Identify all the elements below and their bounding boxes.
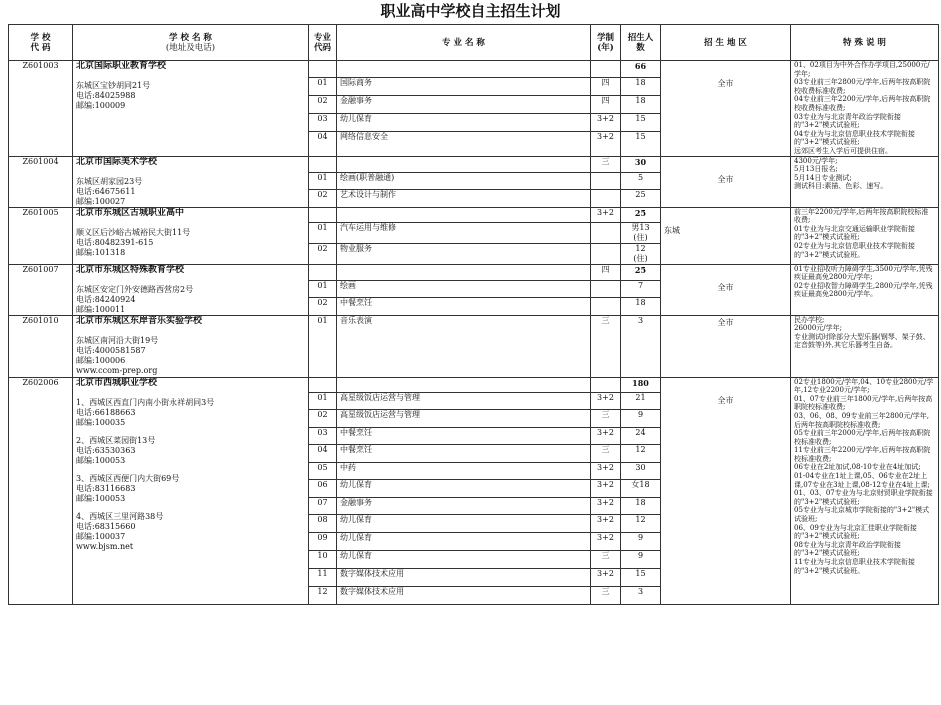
school-name: 北京国际职业教育学校 <box>76 61 167 71</box>
remarks: 民办学校; 26000元/学年; 专业测试时除部分大型乐器(钢琴、架子鼓、定音鼓等)外,其它乐器考生自备。 <box>791 315 939 377</box>
enroll-count: 18 <box>621 497 661 514</box>
enroll-count: 12 (住) <box>621 243 661 264</box>
major-name: 中药 <box>337 462 591 479</box>
major-name: 幼儿保育 <box>337 550 591 568</box>
address-line: 电话:80482391-615 <box>76 237 154 247</box>
major-name: 幼儿保育 <box>337 532 591 550</box>
major-code <box>309 207 337 222</box>
major-code: 07 <box>309 497 337 514</box>
school-name: 北京市东城区古城职业高中 <box>76 207 185 218</box>
table-row <box>9 207 939 222</box>
major-code: 05 <box>309 462 337 479</box>
duration: 三 <box>591 315 621 377</box>
enroll-count: 12 <box>621 514 661 532</box>
address-line: 电话:84240924 <box>76 294 136 304</box>
address-line: 东城区胡家园23号 <box>76 176 143 186</box>
header-name-sub: (地址及电话) <box>165 42 216 53</box>
header-major-name: 专 业 名 称 <box>337 25 591 61</box>
major-name: 绘画(职普融通) <box>337 172 591 189</box>
school-info <box>73 207 309 264</box>
major-name <box>337 61 591 78</box>
duration: 四 <box>591 264 621 280</box>
major-code: 02 <box>309 96 337 114</box>
enroll-count: 男13 (住) <box>621 222 661 243</box>
address-line: 邮编:101318 <box>76 247 126 257</box>
region: 全市 <box>661 156 791 207</box>
major-code: 03 <box>309 427 337 444</box>
duration <box>591 298 621 315</box>
duration <box>591 61 621 78</box>
region: 全市 <box>661 377 791 604</box>
remarks: 01专业招收听力障碍学生,3500元/学年,凭残疾证最高免2800元/学年; 02专业招收智力障碍学生,2800元/学年,凭残疾证最高免2800元/学年。 <box>791 264 939 315</box>
major-name <box>337 156 591 172</box>
major-code <box>309 61 337 78</box>
major-name: 幼儿保育 <box>337 114 591 132</box>
major-code: 12 <box>309 586 337 604</box>
address-line: 电话:68315660 <box>76 521 136 531</box>
enroll-count: 9 <box>621 532 661 550</box>
address-line: 电话:84025988 <box>76 91 136 100</box>
major-name: 幼儿保育 <box>337 514 591 532</box>
duration <box>591 190 621 207</box>
address-line: 顺义区后沙峪古城裕民大街11号 <box>76 227 191 237</box>
address-line: 电话:63530363 <box>76 445 136 455</box>
major-code: 01 <box>309 392 337 409</box>
duration <box>591 172 621 189</box>
enroll-count: 24 <box>621 427 661 444</box>
address-line: www.ccom-prep.org <box>76 365 158 375</box>
enroll-count: 12 <box>621 444 661 462</box>
remarks: 02专业1800元/学年,04、10专业2800元/学年,12专业2200元/学年; 01、07专业前三年1800元/学年,后两年按高职院校标准收费; 03、06、08、09专业前三年2800元/学年,后两年按高职院校标准收费; 05专业前三年2000元/学年,后两年按高职院校标准收费; 11专业前三年2200元/学年,后两年按高职院校标准收费; 06专业在2址加试,08-10专业在4址加试; 01-04专业在1址上课,05、06专业在2址上课,07专业在3址上课,08-12专业在4址上课; 01、03、07专业为与北京财贸职业学院衔接的"3+2"模式试验班; 05专业为与北京城市学院衔接的"3+2"模式试验班; 06、09专业为与北京汇佳职业学院衔接的"3+2"模式试验班; 08专业为与北京青年政治学院衔接的"3+2"模式试验班; 11专业为与北京信息职业技术学院衔接的"3+2"模式试验班。 <box>791 377 939 604</box>
major-code: 01 <box>309 78 337 96</box>
region: 全市 <box>661 264 791 315</box>
duration: 3+2 <box>591 132 621 156</box>
duration: 三 <box>591 444 621 462</box>
address-line: 邮编:100035 <box>76 417 126 427</box>
remarks: 前三年2200元/学年,后两年按高职院校标准收费; 01专业为与北京交通运输职业学院衔接的"3+2"模式试验班; 02专业为与北京信息职业技术学院衔接的"3+2"模式试验班。 <box>791 207 939 264</box>
total-count: 25 <box>621 207 661 222</box>
school-code: Z601004 <box>9 156 73 207</box>
address-gap <box>76 504 305 512</box>
table-row <box>9 377 939 392</box>
duration: 3+2 <box>591 479 621 497</box>
header-school-name <box>73 25 309 61</box>
school-info <box>73 377 309 604</box>
major-name <box>337 377 591 392</box>
enroll-count: 15 <box>621 568 661 586</box>
header-school-code: 学 校 代 码 <box>9 25 73 61</box>
major-name: 艺术设计与制作 <box>337 190 591 207</box>
major-name: 中餐烹饪 <box>337 444 591 462</box>
address-line: 电话:66188663 <box>76 407 136 417</box>
duration: 3+2 <box>591 114 621 132</box>
address-line: 电话:64675611 <box>76 186 136 196</box>
school-code: Z601005 <box>9 207 73 264</box>
duration: 3+2 <box>591 497 621 514</box>
enroll-count: 7 <box>621 280 661 297</box>
school-info <box>73 156 309 207</box>
major-name: 金融事务 <box>337 497 591 514</box>
major-code: 04 <box>309 444 337 462</box>
address-line: 东城区安定门外安德路西营房2号 <box>76 284 194 294</box>
region: 全市 <box>661 315 791 377</box>
school-code: Z601003 <box>9 61 73 157</box>
total-count: 30 <box>621 156 661 172</box>
duration: 3+2 <box>591 532 621 550</box>
remarks: 01、02项目为中外合作办学项目,25000元/学年; 03专业前三年2800元/学年,后两年按高职院校收费标准收费; 04专业前三年2200元/学年,后两年按高职院校收费标准收费; 03专业为与北京青年政治学院衔接的"3+2"模式试验班; 04专业为与北京信息职业技术学院衔接的"3+2"模式试验班; 远郊区考生入学后可提供住宿。 <box>791 61 939 157</box>
address-line: 2、西城区菜园街13号 <box>76 435 156 445</box>
table-row <box>9 156 939 172</box>
enroll-count: 15 <box>621 114 661 132</box>
major-name: 音乐表演 <box>337 315 591 377</box>
address-line: 东城区宝钞胡同21号 <box>76 81 151 90</box>
duration: 四 <box>591 78 621 96</box>
enroll-count: 5 <box>621 172 661 189</box>
enroll-count: 18 <box>621 96 661 114</box>
duration: 3+2 <box>591 568 621 586</box>
major-code: 02 <box>309 409 337 427</box>
school-name: 北京市西城职业学校 <box>76 377 158 388</box>
school-code: Z601010 <box>9 315 73 377</box>
enroll-count: 21 <box>621 392 661 409</box>
address-line: www.bjsm.net <box>76 541 134 551</box>
major-code: 01 <box>309 315 337 377</box>
enroll-count: 9 <box>621 550 661 568</box>
address-line: 邮编:100037 <box>76 531 126 541</box>
duration <box>591 222 621 243</box>
header-duration: 学制 (年) <box>591 25 621 61</box>
major-name: 中餐烹饪 <box>337 427 591 444</box>
duration: 3+2 <box>591 514 621 532</box>
enroll-count: 25 <box>621 190 661 207</box>
address-line: 电话:83116683 <box>76 483 136 493</box>
enroll-count: 30 <box>621 462 661 479</box>
address-line: 邮编:100006 <box>76 355 126 365</box>
major-code: 04 <box>309 132 337 156</box>
major-code: 06 <box>309 479 337 497</box>
remarks: 4300元/学年; 5月13日报名; 5月14日专业测试; 测试科目:素描、色彩、速写。 <box>791 156 939 207</box>
major-code: 02 <box>309 298 337 315</box>
duration <box>591 280 621 297</box>
major-code: 08 <box>309 514 337 532</box>
duration: 三 <box>591 550 621 568</box>
header-remarks: 特 殊 说 明 <box>791 25 939 61</box>
total-count: 66 <box>621 61 661 78</box>
header-major-code: 专业 代码 <box>309 25 337 61</box>
major-code <box>309 264 337 280</box>
duration: 三 <box>591 586 621 604</box>
duration <box>591 243 621 264</box>
duration: 3+2 <box>591 207 621 222</box>
major-name: 物业服务 <box>337 243 591 264</box>
major-code <box>309 156 337 172</box>
address-line: 东城区南河沿大街19号 <box>76 335 159 345</box>
enroll-count: 女18 <box>621 479 661 497</box>
address-line: 邮编:100053 <box>76 455 126 465</box>
school-code: Z601007 <box>9 264 73 315</box>
major-code: 11 <box>309 568 337 586</box>
duration: 四 <box>591 96 621 114</box>
enroll-count: 9 <box>621 409 661 427</box>
enroll-count: 18 <box>621 298 661 315</box>
major-code <box>309 377 337 392</box>
address-line: 邮编:100053 <box>76 493 126 503</box>
duration: 3+2 <box>591 392 621 409</box>
total-count: 25 <box>621 264 661 280</box>
region: 全市 <box>661 61 791 157</box>
region: 东城 <box>661 207 791 264</box>
major-name: 高星级饭店运营与管理 <box>337 409 591 427</box>
school-info <box>73 264 309 315</box>
address-gap <box>76 466 305 474</box>
header-region: 招 生 地 区 <box>661 25 791 61</box>
major-code: 03 <box>309 114 337 132</box>
duration: 3+2 <box>591 427 621 444</box>
enroll-count: 15 <box>621 132 661 156</box>
school-info <box>73 315 309 377</box>
major-name: 国际商务 <box>337 78 591 96</box>
duration <box>591 377 621 392</box>
address-line: 1、西城区西直门内南小街永祥胡同3号 <box>76 397 215 407</box>
address-line: 3、西城区西便门内大街69号 <box>76 473 180 483</box>
address-line: 4、西城区三里河路38号 <box>76 511 164 521</box>
school-name: 北京市国际美术学校 <box>76 156 158 167</box>
major-name <box>337 264 591 280</box>
table-row <box>9 315 939 377</box>
school-name: 北京市东城区东岸音乐实验学校 <box>76 315 203 326</box>
major-name: 数字媒体技术应用 <box>337 586 591 604</box>
address-line: 电话:4000581587 <box>76 345 146 355</box>
header-name-main: 学 校 名 称 <box>169 32 212 43</box>
table-row <box>9 264 939 280</box>
major-code: 01 <box>309 280 337 297</box>
header-enroll-count: 招生人数 <box>621 25 661 61</box>
major-code: 02 <box>309 190 337 207</box>
school-name: 北京市东城区特殊教育学校 <box>76 264 185 275</box>
major-code: 02 <box>309 243 337 264</box>
major-name: 幼儿保育 <box>337 479 591 497</box>
major-name: 汽车运用与维修 <box>337 222 591 243</box>
enroll-count: 3 <box>621 586 661 604</box>
major-name: 数字媒体技术应用 <box>337 568 591 586</box>
major-name: 中餐烹饪 <box>337 298 591 315</box>
major-name: 高星级饭店运营与管理 <box>337 392 591 409</box>
page-title: 职业高中学校自主招生计划 <box>380 2 561 20</box>
enrollment-table <box>8 24 939 605</box>
duration: 三 <box>591 156 621 172</box>
address-gap <box>76 428 305 436</box>
major-code: 01 <box>309 172 337 189</box>
major-name: 网络信息安全 <box>337 132 591 156</box>
major-code: 10 <box>309 550 337 568</box>
enroll-count: 18 <box>621 78 661 96</box>
address-line: 邮编:100009 <box>76 101 126 110</box>
duration: 三 <box>591 409 621 427</box>
table-row <box>9 61 939 78</box>
major-code: 09 <box>309 532 337 550</box>
major-code: 01 <box>309 222 337 243</box>
address-line: 邮编:100027 <box>76 196 126 206</box>
school-code: Z602006 <box>9 377 73 604</box>
school-info <box>73 61 309 157</box>
address-line: 邮编:100011 <box>76 304 126 314</box>
enroll-count: 3 <box>621 315 661 377</box>
major-name: 绘画 <box>337 280 591 297</box>
major-name <box>337 207 591 222</box>
duration: 3+2 <box>591 462 621 479</box>
major-name: 金融事务 <box>337 96 591 114</box>
total-count: 180 <box>621 377 661 392</box>
